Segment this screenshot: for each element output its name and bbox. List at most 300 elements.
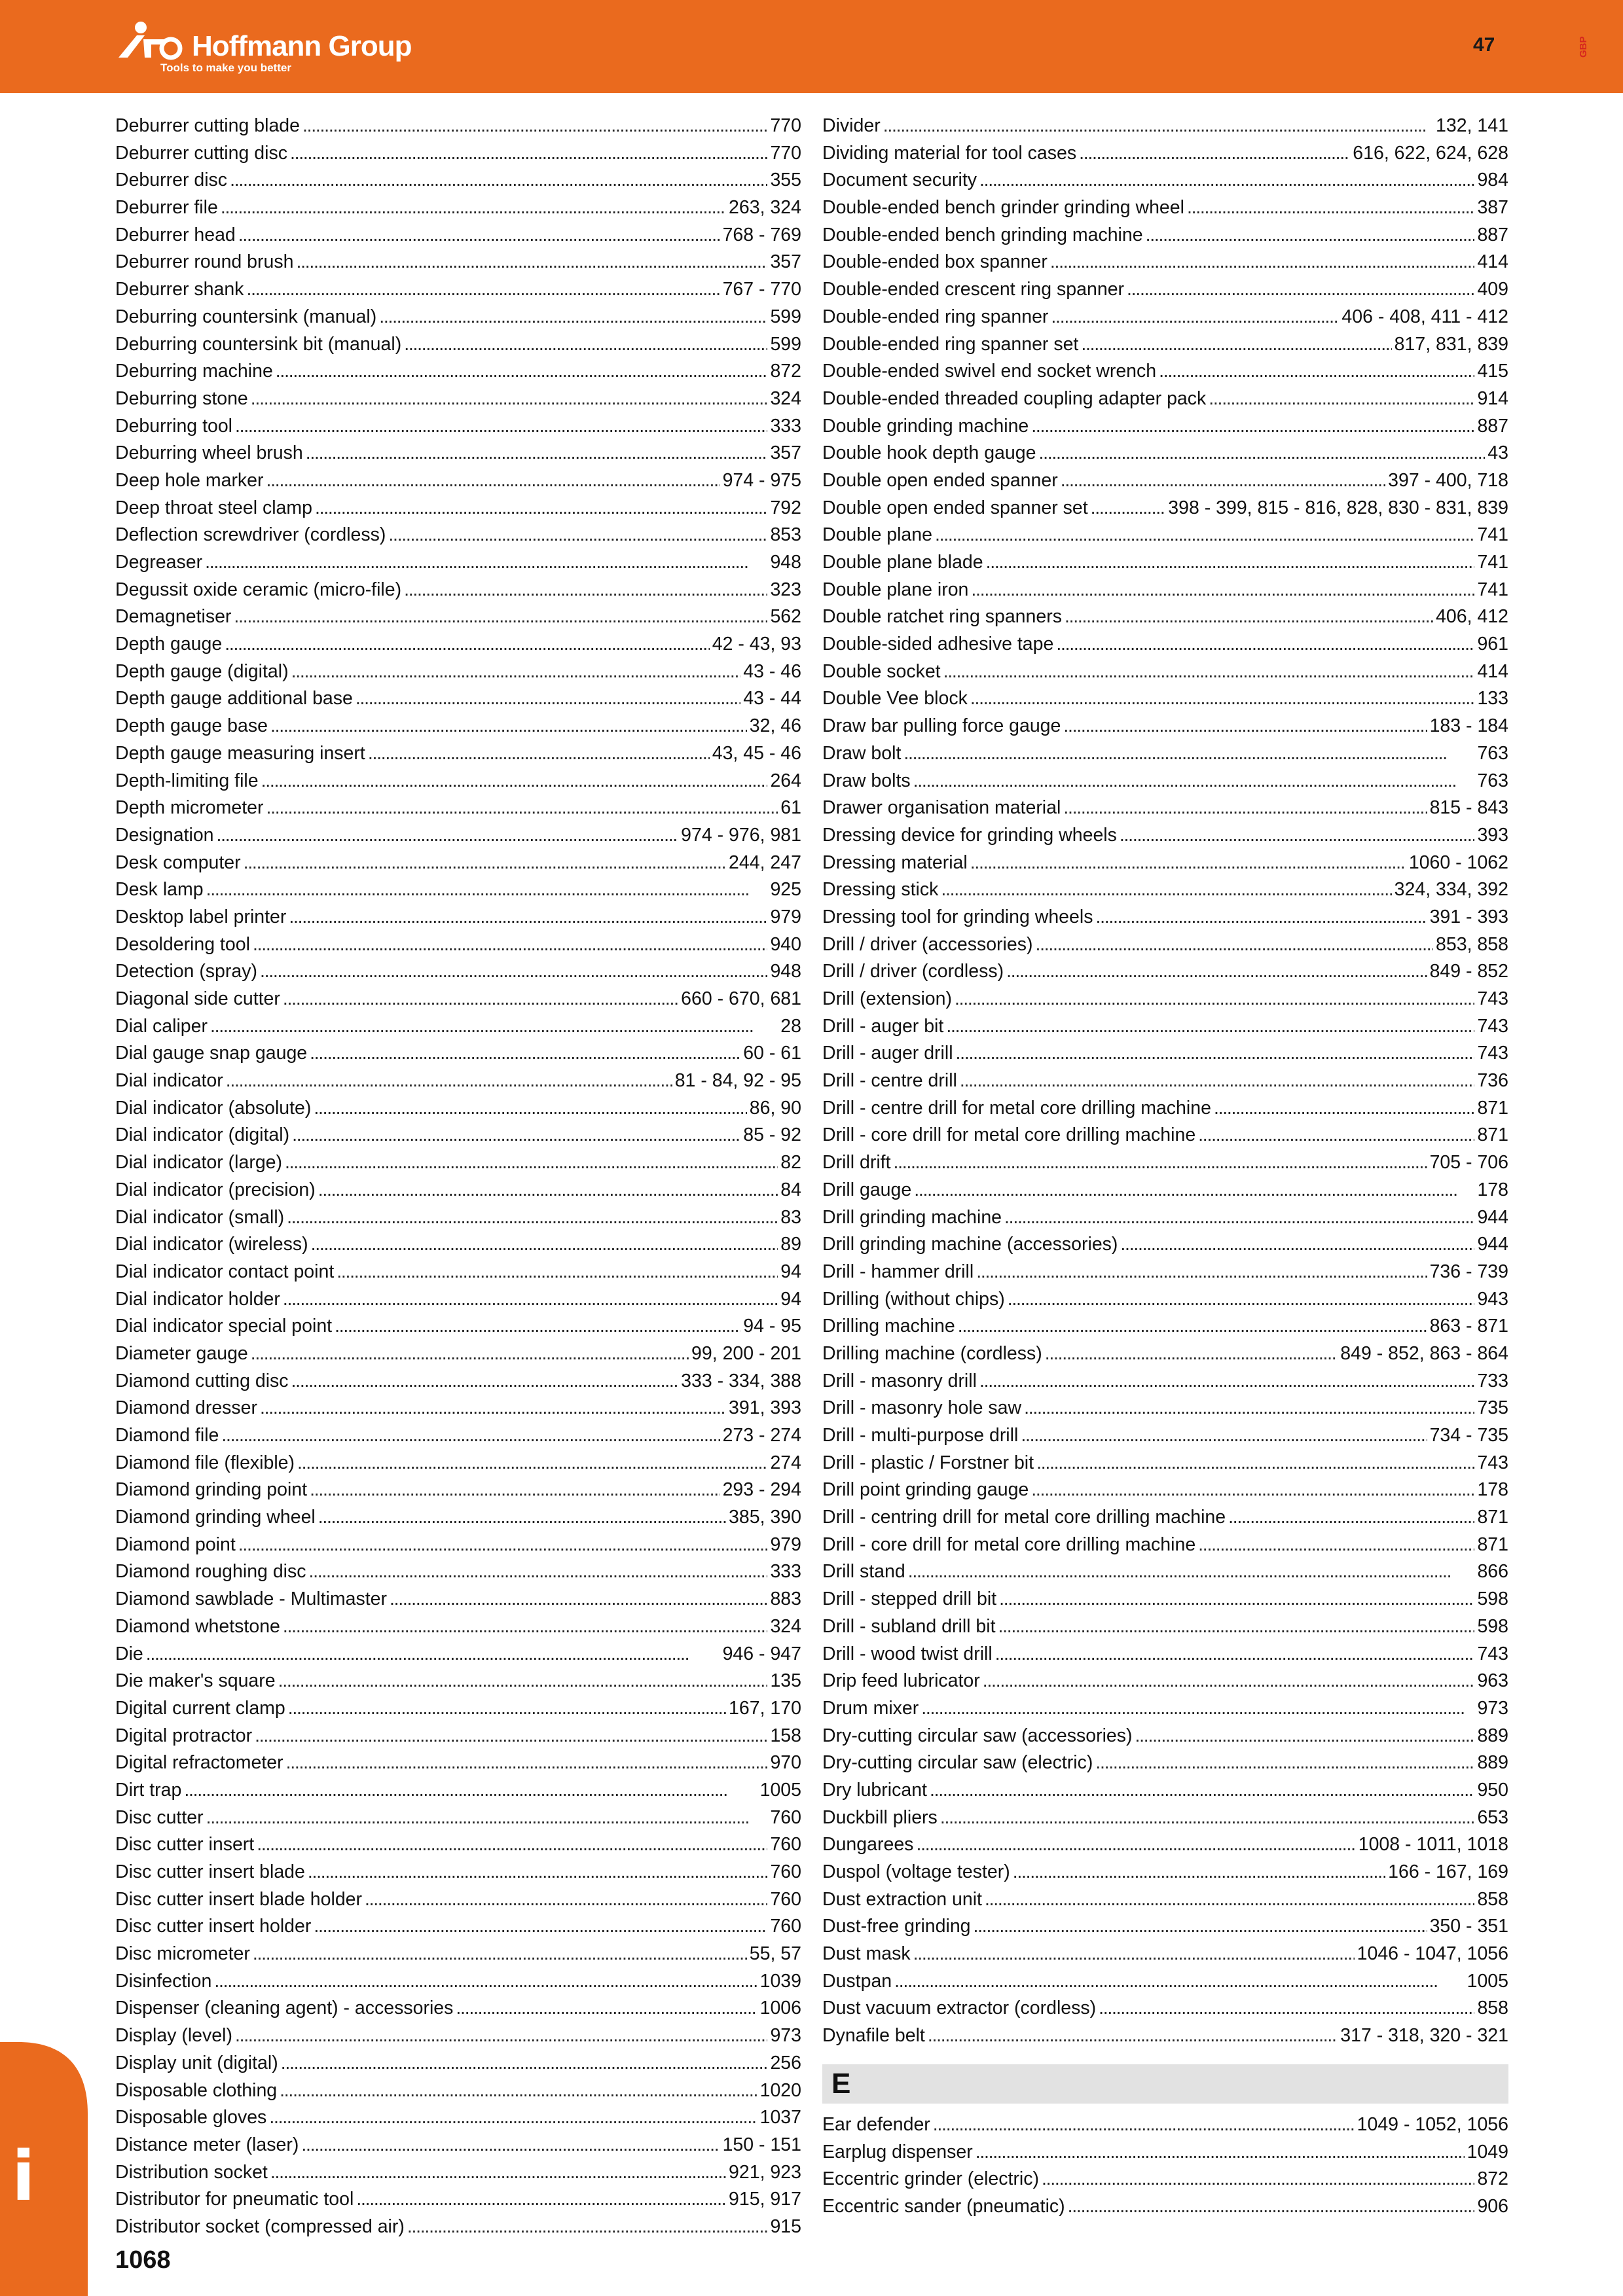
index-entry[interactable] [822, 1368, 1508, 1395]
index-pages: 414 [1477, 660, 1508, 682]
index-entry[interactable] [115, 958, 801, 986]
index-pages: 81 - 84, 92 - 95 [674, 1070, 801, 1092]
index-entry[interactable] [822, 658, 1508, 686]
index-entry[interactable] [822, 522, 1508, 549]
index-entry[interactable] [115, 740, 801, 768]
index-entry[interactable] [822, 603, 1508, 631]
index-pages: 970 [770, 1752, 801, 1774]
index-entry[interactable] [115, 1641, 801, 1668]
index-entry[interactable] [822, 467, 1508, 495]
index-entry[interactable] [115, 931, 801, 959]
index-pages: 906 [1477, 2195, 1508, 2217]
dot-leader [235, 2022, 767, 2050]
index-entry[interactable] [822, 222, 1508, 249]
dot-leader [958, 1313, 1427, 1340]
index-entry[interactable] [115, 685, 801, 713]
index-entry[interactable] [822, 495, 1508, 522]
index-entry[interactable] [822, 1286, 1508, 1314]
index-entry[interactable] [115, 1422, 801, 1450]
index-pages: 914 [1477, 387, 1508, 409]
index-entry[interactable] [115, 140, 801, 168]
dot-leader [971, 577, 1474, 604]
index-entry[interactable] [822, 1149, 1508, 1177]
index-entry[interactable] [822, 1641, 1508, 1668]
index-pages: 872 [770, 361, 801, 382]
index-term: Dial indicator contact point [115, 1261, 335, 1282]
index-term: Deburrer file [115, 197, 218, 219]
index-entry[interactable] [822, 986, 1508, 1013]
index-entry[interactable] [822, 549, 1508, 577]
index-pages: 393 [1477, 824, 1508, 846]
index-term: Drill drift [822, 1152, 891, 1174]
index-entry[interactable] [115, 249, 801, 276]
index-pages: 133 [1477, 688, 1508, 709]
index-entry[interactable] [115, 1286, 801, 1314]
brand-tagline: Tools to make you better [160, 62, 291, 74]
index-pages: 1005 [1467, 1970, 1508, 1992]
index-term: Drill - core drill for metal core drilling machine [822, 1124, 1196, 1146]
index-entry[interactable] [822, 1504, 1508, 1532]
dot-leader [255, 1723, 767, 1750]
index-pages: 387 [1477, 197, 1508, 219]
index-term: Degussit oxide ceramic (micro-file) [115, 579, 402, 600]
index-entry[interactable] [115, 1177, 801, 1204]
index-entry[interactable] [115, 1368, 801, 1395]
index-entry[interactable] [115, 1067, 801, 1095]
index-pages: 178 [1477, 1479, 1508, 1501]
index-term: Drill point grinding gauge [822, 1479, 1029, 1501]
index-entry[interactable] [822, 1995, 1508, 2022]
index-term: Drill grinding machine (accessories) [822, 1234, 1118, 1255]
index-entry[interactable] [115, 1149, 801, 1177]
index-entry[interactable] [115, 2214, 801, 2241]
index-entry[interactable] [822, 1177, 1508, 1204]
index-pages: 324, 334, 392 [1394, 879, 1508, 901]
index-entry[interactable] [115, 358, 801, 386]
index-entry[interactable] [115, 386, 801, 413]
index-entry[interactable] [822, 1040, 1508, 1067]
index-term: Digital current clamp [115, 1697, 285, 1719]
index-entry[interactable] [822, 931, 1508, 959]
index-entry[interactable] [822, 1749, 1508, 1777]
index-pages: 915, 917 [729, 2189, 801, 2210]
index-entry[interactable] [822, 358, 1508, 386]
index-entry[interactable] [115, 1340, 801, 1368]
index-entry[interactable] [115, 2022, 801, 2050]
index-entry[interactable] [115, 2077, 801, 2105]
index-entry[interactable] [115, 1941, 801, 1968]
index-entry[interactable] [115, 1504, 801, 1532]
index-entry[interactable] [822, 768, 1508, 795]
index-term: Dressing device for grinding wheels [822, 824, 1117, 846]
index-entry[interactable] [115, 713, 801, 740]
index-pages: 853, 858 [1436, 933, 1508, 955]
index-entry[interactable] [822, 1586, 1508, 1613]
index-entry[interactable] [115, 1777, 801, 1804]
index-term: Double hook depth gauge [822, 442, 1036, 464]
dot-leader [946, 1013, 1474, 1041]
dot-leader [933, 2111, 1355, 2139]
index-pages: 889 [1477, 1752, 1508, 1774]
index-entry[interactable] [115, 440, 801, 467]
index-entry[interactable] [115, 2186, 801, 2214]
index-term: Draw bolt [822, 742, 902, 764]
index-entry[interactable] [822, 1723, 1508, 1750]
index-entry[interactable] [822, 2166, 1508, 2193]
index-pages: 872 [1477, 2168, 1508, 2190]
index-pages: 741 [1477, 524, 1508, 546]
index-entry[interactable] [822, 958, 1508, 986]
region-code: GBP [1578, 36, 1589, 58]
dot-leader [1209, 386, 1474, 413]
index-entry[interactable] [822, 1422, 1508, 1450]
index-entry[interactable] [115, 304, 801, 331]
index-entry[interactable] [822, 1886, 1508, 1914]
index-pages: 1049 - 1052, 1056 [1357, 2113, 1508, 2135]
dot-leader [1091, 495, 1166, 522]
dot-leader [210, 1013, 778, 1041]
index-pages: 357 [770, 251, 801, 273]
index-entry[interactable] [115, 1477, 801, 1504]
index-pages: 1046 - 1047, 1056 [1357, 1943, 1508, 1965]
index-entry[interactable] [822, 1558, 1508, 1586]
index-entry[interactable] [822, 2111, 1508, 2139]
index-entry[interactable] [822, 194, 1508, 222]
index-entry[interactable] [115, 549, 801, 577]
index-pages: 948 [770, 552, 801, 573]
index-entry[interactable] [115, 1913, 801, 1941]
index-term: Deburring countersink bit (manual) [115, 333, 402, 355]
dot-leader [235, 413, 767, 440]
index-term: Drilling machine [822, 1316, 955, 1337]
index-entry[interactable] [822, 850, 1508, 877]
index-entry[interactable] [822, 113, 1508, 140]
header-bar [0, 0, 1623, 93]
index-term: Drill - subland drill bit [822, 1615, 996, 1637]
index-entry[interactable] [822, 2022, 1508, 2050]
index-entry[interactable] [115, 1695, 801, 1723]
index-entry[interactable] [115, 1204, 801, 1232]
index-entry[interactable] [822, 1668, 1508, 1695]
index-term: Deburrer shank [115, 279, 244, 300]
index-pages: 323 [770, 579, 801, 600]
index-entry[interactable] [822, 1122, 1508, 1149]
dot-leader [1081, 331, 1391, 359]
dot-leader [260, 958, 767, 986]
index-entry[interactable] [115, 1040, 801, 1067]
index-pages: 817, 831, 839 [1394, 333, 1508, 355]
index-entry[interactable] [115, 1859, 801, 1886]
index-term: Deep hole marker [115, 469, 264, 491]
index-pages: 889 [1477, 1725, 1508, 1746]
index-entry[interactable] [115, 822, 801, 850]
index-term: Dust extraction unit [822, 1888, 982, 1910]
index-entry[interactable] [822, 1859, 1508, 1886]
index-entry[interactable] [822, 386, 1508, 413]
index-term: Double Vee block [822, 688, 968, 709]
index-term: Dungarees [822, 1834, 914, 1856]
index-pages: 887 [1477, 415, 1508, 437]
index-term: Dynafile belt [822, 2025, 925, 2047]
index-entry[interactable] [115, 1313, 801, 1340]
index-entry[interactable] [115, 495, 801, 522]
index-term: Deburrer round brush [115, 251, 294, 273]
dot-leader [1120, 1231, 1474, 1259]
index-entry[interactable] [822, 304, 1508, 331]
index-entry[interactable] [822, 413, 1508, 440]
index-term: Divider [822, 115, 881, 136]
index-entry[interactable] [115, 276, 801, 304]
info-icon[interactable]: i [12, 2136, 35, 2216]
index-entry[interactable] [822, 1450, 1508, 1477]
index-term: Double-ended ring spanner [822, 306, 1049, 327]
index-entry[interactable] [115, 658, 801, 686]
dot-leader [1056, 631, 1474, 658]
index-pages: 1005 [759, 1779, 801, 1801]
dot-leader [206, 1804, 768, 1832]
dot-leader [999, 1586, 1474, 1613]
index-entry[interactable] [115, 331, 801, 359]
index-entry[interactable] [822, 140, 1508, 168]
dot-leader [974, 1913, 1427, 1941]
index-term: Diameter gauge [115, 1342, 248, 1364]
index-pages: 946 - 947 [722, 1643, 801, 1664]
index-term: Desoldering tool [115, 933, 250, 955]
dot-leader [238, 222, 720, 249]
dot-leader [979, 167, 1474, 194]
index-entry[interactable] [115, 795, 801, 822]
dot-leader [388, 522, 767, 549]
index-entry[interactable] [115, 876, 801, 904]
index-entry[interactable] [115, 1968, 801, 1996]
index-term: Double open ended spanner [822, 469, 1058, 491]
index-term: Double-ended bench grinder grinding wheel [822, 197, 1184, 219]
index-entry[interactable] [822, 876, 1508, 904]
dot-leader [921, 1695, 1474, 1723]
index-term: Duspol (voltage tester) [822, 1861, 1010, 1882]
index-entry[interactable] [822, 1340, 1508, 1368]
index-pages: 950 [1477, 1779, 1508, 1801]
index-term: Distributor for pneumatic tool [115, 2189, 354, 2210]
index-entry[interactable] [115, 194, 801, 222]
index-entry[interactable] [822, 685, 1508, 713]
index-entry[interactable] [115, 1668, 801, 1695]
index-term: Dial caliper [115, 1015, 208, 1037]
dot-leader [335, 1313, 740, 1340]
dot-leader [286, 1749, 768, 1777]
index-entry[interactable] [115, 1886, 801, 1914]
index-entry[interactable] [115, 222, 801, 249]
index-term: Double-ended swivel end socket wrench [822, 361, 1157, 382]
index-entry[interactable] [115, 768, 801, 795]
index-entry[interactable] [822, 331, 1508, 359]
index-term: Deburrer cutting blade [115, 115, 300, 136]
index-entry[interactable] [115, 1613, 801, 1641]
dot-leader [261, 768, 768, 795]
dot-leader [1038, 440, 1485, 467]
index-pages: 86, 90 [749, 1097, 801, 1119]
dot-leader [1021, 1422, 1427, 1450]
dot-leader [1035, 931, 1433, 959]
index-entry[interactable] [822, 1777, 1508, 1804]
index-entry[interactable] [822, 249, 1508, 276]
index-term: Disc cutter insert blade [115, 1861, 305, 1882]
index-entry[interactable] [822, 1477, 1508, 1504]
index-list-d-continued [822, 113, 1508, 2050]
index-entry[interactable] [822, 904, 1508, 931]
index-entry[interactable] [822, 1613, 1508, 1641]
index-term: Document security [822, 170, 977, 191]
index-entry[interactable] [115, 603, 801, 631]
index-entry[interactable] [822, 2193, 1508, 2221]
index-entry[interactable] [115, 2132, 801, 2159]
index-entry[interactable] [115, 522, 801, 549]
index-entry[interactable] [115, 1558, 801, 1586]
index-pages: 1039 [759, 1970, 801, 1992]
index-pages: 85 - 92 [743, 1124, 801, 1146]
index-entry[interactable] [822, 1067, 1508, 1095]
index-entry[interactable] [822, 1695, 1508, 1723]
index-entry[interactable] [115, 904, 801, 931]
index-entry[interactable] [115, 1013, 801, 1041]
dot-leader [1036, 1450, 1474, 1477]
index-entry[interactable] [115, 1450, 801, 1477]
index-term: Dustpan [822, 1970, 892, 1992]
dot-leader [1079, 140, 1350, 168]
index-entry[interactable] [115, 1122, 801, 1149]
index-entry[interactable] [115, 1586, 801, 1613]
index-pages: 150 - 151 [722, 2134, 801, 2155]
dot-leader [1031, 1477, 1474, 1504]
index-entry[interactable] [822, 1968, 1508, 1996]
index-entry[interactable] [115, 113, 801, 140]
index-entry[interactable] [115, 1231, 801, 1259]
index-pages: 293 - 294 [722, 1479, 801, 1501]
index-pages: 409 [1477, 279, 1508, 300]
index-entry[interactable] [115, 1532, 801, 1559]
dot-leader [257, 1831, 767, 1859]
index-entry[interactable] [822, 2139, 1508, 2166]
index-term: Designation [115, 824, 214, 846]
index-pages: 974 - 976, 981 [681, 824, 801, 846]
index-entry[interactable] [822, 795, 1508, 822]
index-pages: 89 [780, 1234, 801, 1255]
index-entry[interactable] [822, 1259, 1508, 1286]
index-term: Dry lubricant [822, 1779, 927, 1801]
index-term: Drum mixer [822, 1697, 919, 1719]
index-entry[interactable] [822, 1804, 1508, 1832]
index-entry[interactable] [822, 1204, 1508, 1232]
index-entry[interactable] [115, 850, 801, 877]
dot-leader [225, 631, 710, 658]
index-term: Double ratchet ring spanners [822, 606, 1062, 628]
index-pages: 132, 141 [1436, 115, 1508, 136]
index-entry[interactable] [822, 276, 1508, 304]
index-entry[interactable] [115, 986, 801, 1013]
dot-leader [883, 113, 1433, 140]
index-term: Diamond file [115, 1425, 219, 1446]
dot-leader [309, 1558, 768, 1586]
index-entry[interactable] [115, 1259, 801, 1286]
index-entry[interactable] [115, 577, 801, 604]
index-entry[interactable] [115, 1831, 801, 1859]
index-pages: 944 [1477, 1206, 1508, 1228]
index-term: Drill - stepped drill bit [822, 1588, 997, 1610]
dot-leader [266, 467, 720, 495]
index-column-left [115, 113, 801, 2241]
index-entry[interactable] [822, 1913, 1508, 1941]
dot-leader [1135, 1723, 1475, 1750]
dot-leader [368, 740, 710, 768]
index-pages: 616, 622, 624, 628 [1353, 142, 1508, 164]
index-pages: 82 [780, 1152, 801, 1174]
index-entry[interactable] [115, 2050, 801, 2077]
index-entry[interactable] [115, 631, 801, 658]
index-term: Dial indicator (precision) [115, 1179, 316, 1200]
index-entry[interactable] [115, 167, 801, 194]
index-entry[interactable] [822, 440, 1508, 467]
index-term: Drill / driver (accessories) [822, 933, 1033, 955]
index-entry[interactable] [822, 1831, 1508, 1859]
index-entry[interactable] [822, 167, 1508, 194]
index-entry[interactable] [115, 1995, 801, 2022]
index-pages: 734 - 735 [1429, 1425, 1508, 1446]
index-term: Drilling (without chips) [822, 1288, 1005, 1310]
index-entry[interactable] [822, 1231, 1508, 1259]
index-term: Drill - core drill for metal core drilling machine [822, 1534, 1196, 1555]
dot-leader [253, 931, 767, 959]
index-entry[interactable] [115, 1095, 801, 1122]
index-entry[interactable] [822, 1313, 1508, 1340]
index-entry[interactable] [822, 631, 1508, 658]
index-entry[interactable] [822, 713, 1508, 740]
index-term: Depth gauge base [115, 715, 268, 737]
index-entry[interactable] [115, 2104, 801, 2132]
index-entry[interactable] [115, 413, 801, 440]
index-pages: 921, 923 [729, 2161, 801, 2183]
dot-leader [914, 1177, 1474, 1204]
index-pages: 973 [770, 2025, 801, 2047]
index-term: Disinfection [115, 1970, 212, 1992]
index-entry[interactable] [822, 1095, 1508, 1122]
dot-leader [1042, 2166, 1474, 2193]
dot-leader [916, 1831, 1355, 1859]
index-entry[interactable] [822, 1395, 1508, 1422]
dot-leader [315, 495, 767, 522]
index-entry[interactable] [822, 577, 1508, 604]
dot-leader [940, 1804, 1475, 1832]
index-entry[interactable] [115, 1723, 801, 1750]
index-pages: 849 - 852, 863 - 864 [1340, 1342, 1508, 1364]
index-entry[interactable] [822, 1532, 1508, 1559]
index-entry[interactable] [822, 1941, 1508, 1968]
index-entry[interactable] [822, 740, 1508, 768]
index-entry[interactable] [115, 467, 801, 495]
dot-leader [217, 822, 679, 850]
index-pages: 763 [1477, 770, 1508, 791]
index-term: Drill - centring drill for metal core drilling machine [822, 1507, 1226, 1528]
index-entry[interactable] [822, 822, 1508, 850]
index-entry[interactable] [115, 1804, 801, 1832]
index-entry[interactable] [115, 1749, 801, 1777]
index-term: Double-ended bench grinding machine [822, 224, 1143, 245]
index-entry[interactable] [115, 1395, 801, 1422]
index-entry[interactable] [822, 1013, 1508, 1041]
index-pages: 858 [1477, 1888, 1508, 1910]
index-entry[interactable] [115, 2159, 801, 2187]
dot-leader [356, 685, 740, 713]
index-term: Drill stand [822, 1561, 905, 1583]
